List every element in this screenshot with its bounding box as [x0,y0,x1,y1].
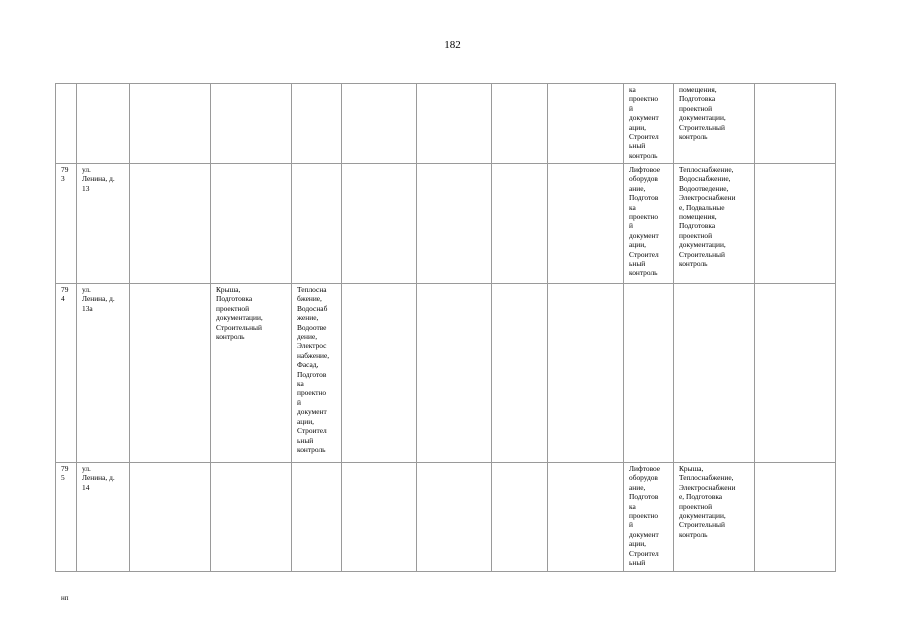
cell-address: ул. Ленина, д. 13 [77,164,130,284]
cell-col-9 [548,84,624,164]
cell-col-7 [417,84,492,164]
cell-col-4 [211,463,292,572]
cell-col-12 [755,463,836,572]
cell-col-7 [417,284,492,463]
cell-row-number: 79 4 [56,284,77,463]
cell-col-5 [292,463,342,572]
cell-col-9 [548,164,624,284]
cell-row-number: 79 3 [56,164,77,284]
cell-address [77,84,130,164]
cell-col-6 [342,84,417,164]
cell-col-10: Лифтовое оборудов ание, Подготов ка проектно й документ ации, Строител ьный контроль [624,164,674,284]
cell-col-3 [130,84,211,164]
cell-address: ул. Ленина, д. 13а [77,284,130,463]
cell-col-5 [292,84,342,164]
cell-col-12 [755,84,836,164]
cell-col-11: помещения, Подготовка проектной документации, Строительный контроль [674,84,755,164]
cell-col-6 [342,463,417,572]
cell-col-9 [548,463,624,572]
cell-col-4 [211,84,292,164]
cell-col-6 [342,164,417,284]
table-row [56,164,836,284]
cell-col-11: Теплоснабжение, Водоснабжение, Водоотведение, Электроснабжени е, Подвальные помещения, Подготовка проектной документации, Строительный контроль [674,164,755,284]
cell-col-12 [755,164,836,284]
table-row [56,84,836,164]
capital-repair-table [55,83,836,572]
cell-col-10 [624,284,674,463]
cell-col-10: Лифтовое оборудов ание, Подготов ка проектно й документ ации, Строител ьный [624,463,674,572]
cell-address: ул. Ленина, д. 14 [77,463,130,572]
cell-col-8 [492,284,548,463]
cell-col-3 [130,284,211,463]
cell-col-4: Крыша, Подготовка проектной документации, Строительный контроль [211,284,292,463]
cell-row-number [56,84,77,164]
page-number: 182 [444,39,461,51]
cell-col-11: Крыша, Теплоснабжение, Электроснабжени е, Подготовка проектной документации, Строительный контроль [674,463,755,572]
cell-col-9 [548,284,624,463]
cell-col-5: Теплосна бжение, Водоснаб жение, Водоотве дение, Электрос набжение, Фасад, Подготов ка проектно й документ ации, Строител ьный контроль [292,284,342,463]
cell-col-3 [130,463,211,572]
cell-col-8 [492,463,548,572]
table-row [56,463,836,572]
cell-col-6 [342,284,417,463]
cell-col-12 [755,284,836,463]
cell-col-11 [674,284,755,463]
footer-mark: нп [61,594,69,602]
cell-row-number: 79 5 [56,463,77,572]
cell-col-5 [292,164,342,284]
cell-col-3 [130,164,211,284]
cell-col-7 [417,463,492,572]
table-row [56,284,836,463]
cell-col-8 [492,164,548,284]
cell-col-7 [417,164,492,284]
cell-col-10: ка проектно й документ ации, Строител ьный контроль [624,84,674,164]
cell-col-4 [211,164,292,284]
cell-col-8 [492,84,548,164]
